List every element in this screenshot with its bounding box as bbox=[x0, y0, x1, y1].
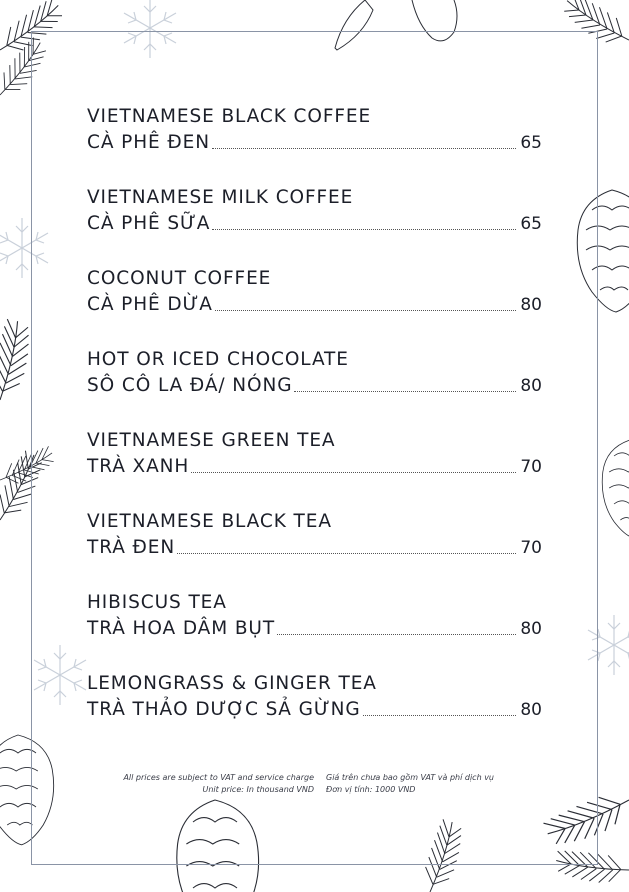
item-name-english: VIETNAMESE GREEN TEA bbox=[87, 430, 336, 451]
menu-item bbox=[87, 104, 542, 185]
item-name-english: VIETNAMESE BLACK COFFEE bbox=[87, 106, 372, 127]
item-price: 65 bbox=[520, 214, 542, 234]
item-name-english: LEMONGRASS & GINGER TEA bbox=[87, 673, 377, 694]
item-name-vietnamese: TRÀ ĐEN bbox=[87, 537, 176, 558]
item-name-vietnamese: CÀ PHÊ SỮA bbox=[87, 213, 211, 234]
menu-item bbox=[87, 590, 542, 671]
item-name-english: VIETNAMESE MILK COFFEE bbox=[87, 187, 354, 208]
dotted-leader bbox=[294, 391, 516, 392]
item-name-english: VIETNAMESE BLACK TEA bbox=[87, 511, 332, 532]
item-name-vietnamese: CÀ PHÊ DỪA bbox=[87, 294, 213, 315]
pine-cone-icon bbox=[602, 440, 629, 538]
price-notes bbox=[100, 772, 540, 796]
dotted-leader bbox=[177, 553, 516, 554]
item-price: 80 bbox=[520, 619, 542, 639]
item-price: 65 bbox=[520, 133, 542, 153]
item-price: 70 bbox=[520, 538, 542, 558]
unit-note-vietnamese: Đơn vị tính: 1000 VND bbox=[326, 785, 416, 794]
dotted-leader bbox=[212, 229, 516, 230]
menu-item bbox=[87, 509, 542, 590]
item-name-english: COCONUT COFFEE bbox=[87, 268, 272, 289]
menu-list bbox=[87, 104, 542, 752]
item-name-vietnamese: CÀ PHÊ ĐEN bbox=[87, 132, 210, 153]
dotted-leader bbox=[212, 148, 516, 149]
unit-note-english: Unit price: In thousand VND bbox=[202, 785, 314, 794]
menu-item bbox=[87, 671, 542, 752]
menu-item bbox=[87, 266, 542, 347]
dotted-leader bbox=[215, 310, 516, 311]
item-price: 80 bbox=[520, 700, 542, 720]
dotted-leader bbox=[277, 634, 516, 635]
item-name-vietnamese: SÔ CÔ LA ĐÁ/ NÓNG bbox=[87, 375, 293, 396]
menu-item bbox=[87, 347, 542, 428]
item-price: 80 bbox=[520, 295, 542, 315]
vat-note-vietnamese: Giá trên chưa bao gồm VAT và phí dịch vụ bbox=[326, 773, 494, 782]
item-name-english: HIBISCUS TEA bbox=[87, 592, 227, 613]
price-notes-english bbox=[100, 772, 326, 796]
dotted-leader bbox=[191, 472, 516, 473]
price-notes-vietnamese bbox=[326, 772, 540, 796]
item-name-vietnamese: TRÀ THẢO DƯỢC SẢ GỪNG bbox=[87, 699, 361, 720]
menu-item bbox=[87, 428, 542, 509]
item-price: 70 bbox=[520, 457, 542, 477]
dotted-leader bbox=[363, 715, 516, 716]
item-name-english: HOT OR ICED CHOCOLATE bbox=[87, 349, 349, 370]
vat-note-english: All prices are subject to VAT and service charge bbox=[123, 773, 314, 782]
menu-item bbox=[87, 185, 542, 266]
item-price: 80 bbox=[520, 376, 542, 396]
item-name-vietnamese: TRÀ HOA DÂM BỤT bbox=[87, 618, 276, 639]
item-name-vietnamese: TRÀ XANH bbox=[87, 456, 190, 477]
